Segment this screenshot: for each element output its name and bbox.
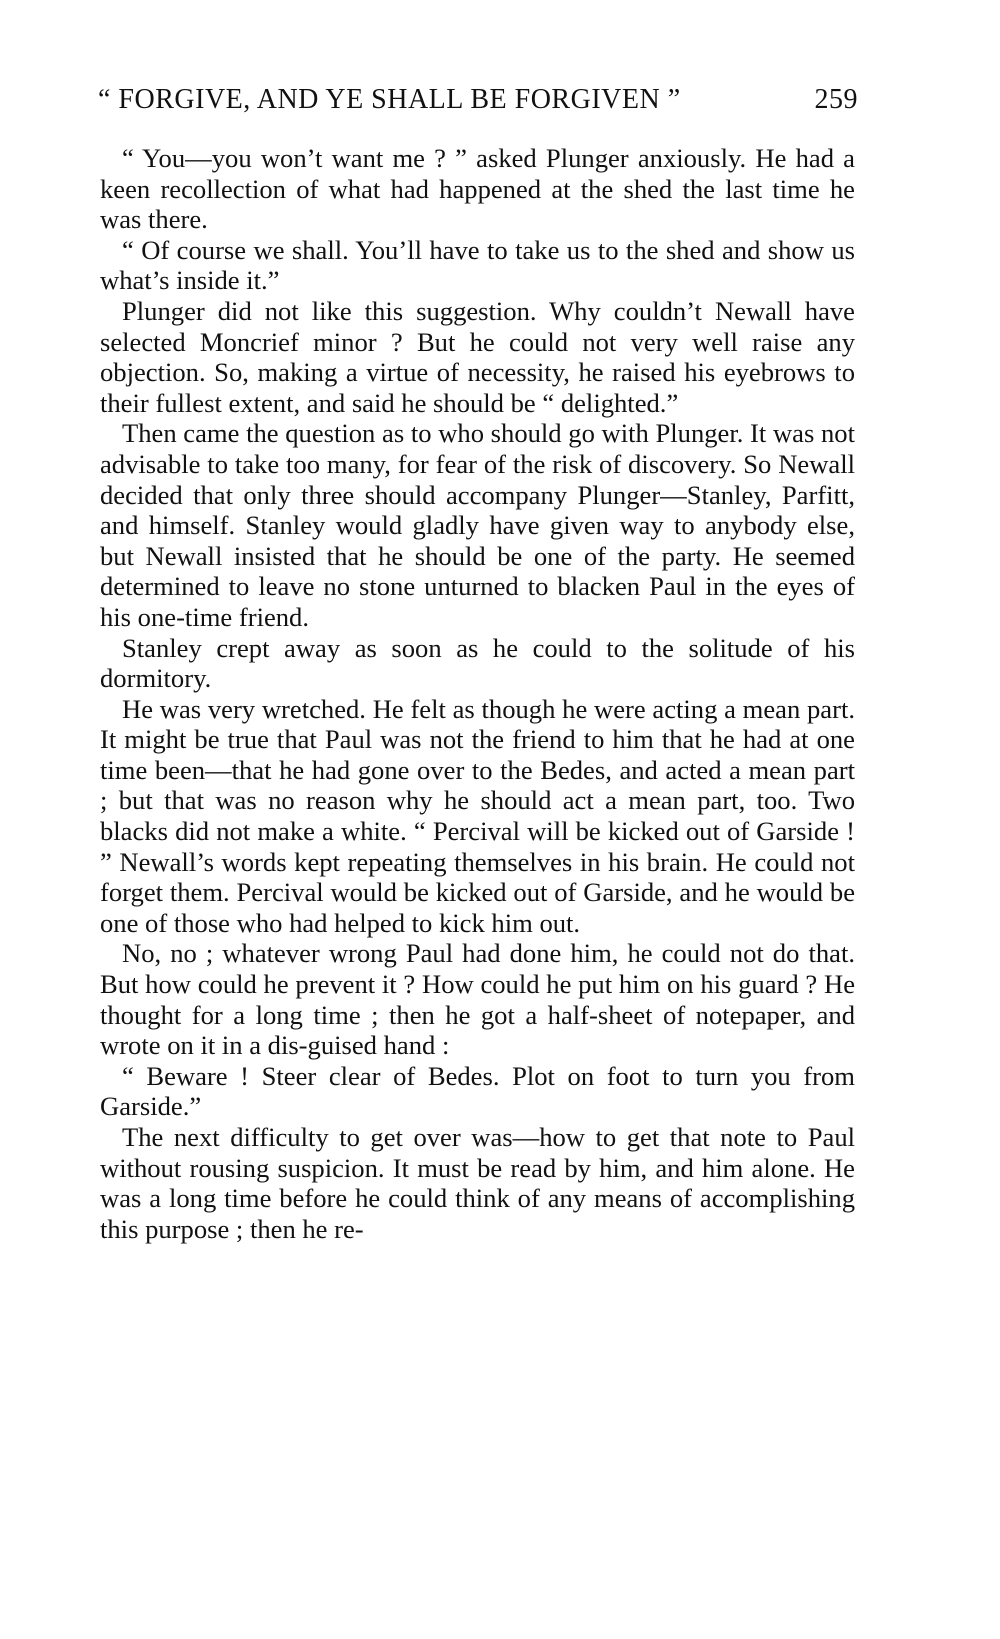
paragraph: Stanley crept away as soon as he could to the solitude of his dormitory. [100, 632, 855, 694]
paragraph: Then came the question as to who should go with Plunger. It was not advisable to take too many, for fear of the risk of discovery. So Newall decided that only three should accompany Plunger—Stanley, Parfitt, and himself. Stanley would gladly have given way to anybody else, but Newall insisted that he should be one of the party. He seemed determined to leave no stone unturned to blacken Paul in the eyes of his one-time friend. [100, 418, 855, 632]
paragraph: No, no ; whatever wrong Paul had done him, he could not do that. But how could he prevent it ? How could he put him on his guard ? He thought for a long time ; then he got a half-sheet of notepaper, and wrote on it in a dis-guised hand : [100, 938, 855, 1061]
page-number: 259 [814, 84, 858, 115]
paragraph: Plunger did not like this suggestion. Why couldn’t Newall have selected Moncrief minor ? But he could not very well raise any objection. So, making a virtue of necessity, he raised his eyebrows to their fullest extent, and said he should be “ delighted.” [100, 295, 855, 418]
running-header [98, 84, 858, 124]
paragraph: “ Beware ! Steer clear of Bedes. Plot on foot to turn you from Garside.” [100, 1060, 855, 1122]
paragraph: The next difficulty to get over was—how to get that note to Paul without rousing suspicion. It must be read by him, and him alone. He was a long time before he could think of any means of accomplishing this purpose ; then he re- [100, 1122, 855, 1244]
body-text [100, 143, 855, 1244]
paragraph: He was very wretched. He felt as though he were acting a mean part. It might be true that Paul was not the friend to him that he had at one time been—that he had gone over to the Bedes, and acted a mean part ; but that was no reason why he should act a mean part, too. Two blacks did not make a white. “ Percival will be kicked out of Garside ! ” Newall’s words kept repeating themselves in his brain. He could not forget them. Percival would be kicked out of Garside, and he would be one of those who had helped to kick him out. [100, 693, 855, 938]
paragraph: “ You—you won’t want me ? ” asked Plunger anxiously. He had a keen recollection of what had happened at the shed the last time he was there. [100, 143, 855, 235]
running-title: “ FORGIVE, AND YE SHALL BE FORGIVEN ” [98, 84, 681, 115]
paragraph: “ Of course we shall. You’ll have to take us to the shed and show us what’s inside it.” [100, 234, 855, 296]
